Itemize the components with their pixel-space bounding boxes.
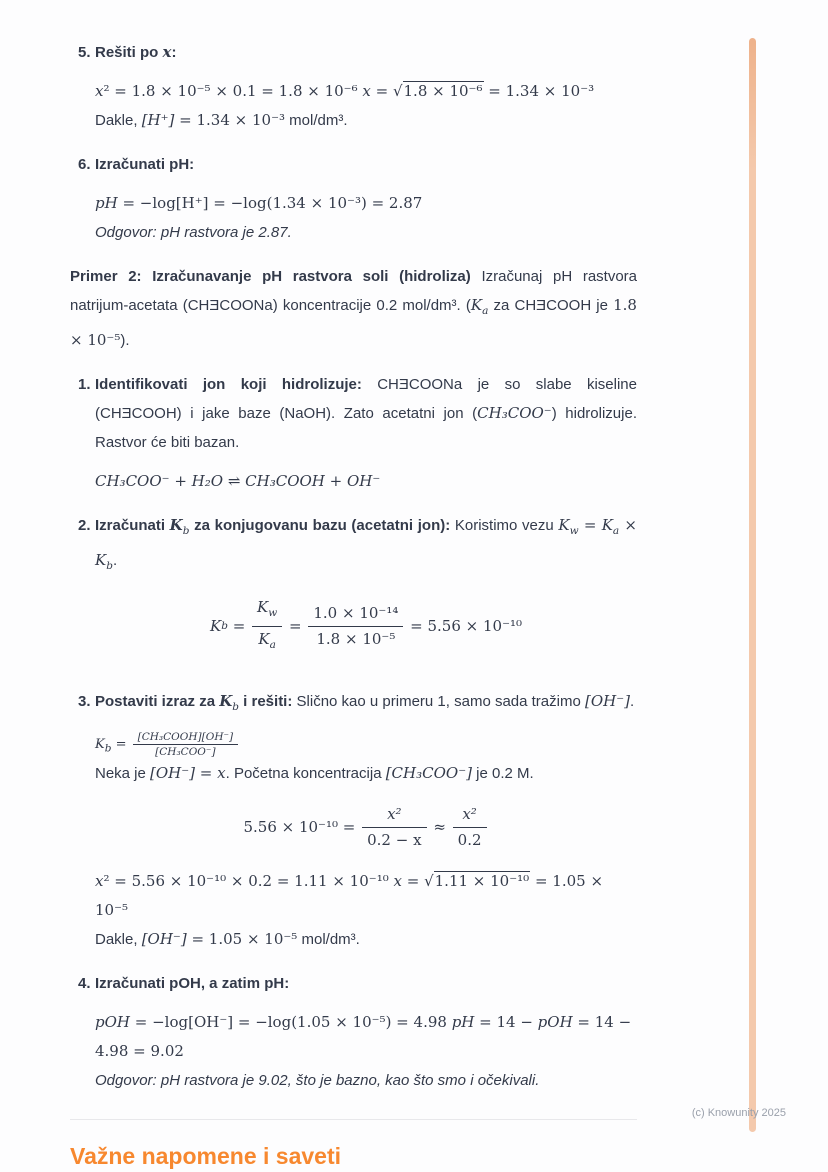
math-var: pH: [451, 1013, 475, 1031]
item-title: za konjugovanu bazu (acetatni jon):: [189, 517, 451, 534]
list-item-3: [70, 687, 637, 954]
centered-equation-kb: [95, 595, 637, 658]
equation-part: = 1.34 × 10⁻³: [483, 82, 595, 100]
math-var: x: [162, 43, 172, 61]
answer-line: Odgovor: pH rastvora je 2.87.: [95, 224, 292, 241]
math-var: x: [362, 82, 371, 100]
sqrt-radicand: 1.8 × 10⁻⁶: [403, 82, 483, 100]
primer-2-paragraph: [70, 262, 637, 355]
math-fraction: [308, 601, 403, 652]
math-operator: ≈: [428, 818, 451, 836]
list-item-4: [70, 969, 637, 1095]
math-subscript: b: [106, 560, 113, 572]
math-var-K: K: [257, 598, 269, 616]
list-number: 6.: [78, 156, 91, 173]
section-heading: Važne napomene i saveti: [70, 1143, 342, 1169]
text-segment: Neka je: [95, 765, 151, 782]
sqrt-sign: √: [392, 82, 403, 100]
fraction-denominator: 1.8 × 10⁻⁵: [308, 626, 403, 652]
math-var: x: [95, 872, 104, 890]
text-segment: mol/dm³.: [285, 112, 348, 129]
math-var-K: K: [219, 692, 233, 710]
equation-part: = −log[OH⁻] = −log(1.05 × 10⁻⁵) = 4.98: [129, 1013, 452, 1031]
item-paragraph: [95, 511, 637, 581]
item-paragraph: [95, 687, 637, 722]
item-title: i rešiti:: [239, 693, 293, 710]
chemical-equation: CH₃COO⁻ + H₂O ⇌ CH₃COOH + OH⁻: [95, 472, 381, 490]
item-paragraph: [95, 370, 637, 457]
sqrt-radicand: 1.11 × 10⁻¹⁰: [434, 872, 530, 890]
math-expression: = 1.05 × 10⁻⁵: [186, 930, 298, 948]
equation-line: [95, 77, 637, 106]
math-var: pH: [95, 194, 118, 212]
equation-part: =: [370, 82, 393, 100]
equation-block: [95, 867, 637, 954]
primer-2-title: Primer 2: Izračunavanje pH rastvora soli (hidroliza): [70, 268, 471, 285]
equation-block: [95, 77, 637, 135]
fraction-denominator: [252, 626, 282, 658]
result-line: [95, 925, 637, 954]
text-segment: .: [629, 693, 635, 710]
math-fraction: [133, 730, 239, 759]
list-number: 4.: [78, 975, 91, 992]
math-var-K: K: [601, 516, 613, 534]
math-var: x: [393, 872, 402, 890]
list-item-1: [70, 370, 637, 496]
equation-part: ² = 1.8 × 10⁻⁵ × 0.1 = 1.8 × 10⁻⁶: [103, 82, 363, 100]
math-value: 5.56 × 10⁻¹⁰: [243, 818, 339, 836]
result-line: [95, 106, 637, 135]
math-subscript: w: [268, 607, 278, 619]
fraction-denominator: 0.2 − x: [362, 827, 426, 853]
list-number: 3.: [78, 693, 91, 710]
text-segment: ).: [120, 332, 130, 349]
page-accent-bar: [749, 38, 756, 1132]
math-var: pOH: [537, 1013, 573, 1031]
sqrt-sign: √: [424, 872, 434, 890]
list-number: 1.: [78, 376, 91, 393]
math-subscript: a: [612, 525, 620, 537]
section-divider: [70, 1119, 637, 1120]
equation-part: ² = 5.56 × 10⁻¹⁰ × 0.2 = 1.11 × 10⁻¹⁰: [103, 872, 394, 890]
math-subscript: b: [221, 620, 228, 632]
answer-line: Odgovor: pH rastvora je 9.02, što je bazno, kao što smo i očekivali.: [95, 1072, 540, 1089]
fraction-denominator: 0.2: [453, 827, 487, 853]
math-subscript: b: [104, 742, 112, 755]
text-segment: . Početna koncentracija: [225, 765, 386, 782]
equation-line: [95, 1008, 637, 1066]
fraction-numerator: [252, 595, 282, 626]
list-number: 5.: [78, 44, 91, 61]
math-var-K: K: [209, 617, 222, 635]
text-segment: .: [112, 552, 118, 569]
math-var-K: K: [95, 551, 107, 569]
step-title: [95, 38, 637, 67]
equation-part: =: [401, 872, 425, 890]
math-expression: [OH⁻]: [141, 930, 187, 948]
math-subscript: w: [569, 525, 579, 537]
math-operator: ×: [619, 516, 637, 534]
kb-expression-small: [95, 730, 637, 759]
equation-line: [95, 189, 637, 218]
math-subscript: a: [269, 639, 276, 651]
math-value: 1.8 × 10⁻⁵: [70, 296, 637, 349]
fraction-numerator: x²: [462, 805, 477, 823]
math-subscript: b: [232, 701, 239, 713]
math-fraction: [252, 595, 282, 658]
step-title-text: Rešiti po: [95, 44, 163, 61]
equation-part: = 14 − 4.98 = 9.02: [95, 1013, 632, 1060]
step-title-colon: :: [171, 44, 177, 61]
equation-part: = 1.05 × 10⁻⁵: [95, 872, 604, 919]
text-segment: za CHƎCOOH je: [488, 297, 614, 314]
text-segment: CHƎCOONa je so slabe kiseline (CHƎCOOH) i jake baze (NaOH). Zato acetatni jon (: [95, 376, 637, 422]
math-expression: [H⁺]: [141, 111, 175, 129]
equation-part: = −log[H⁺] = −log(1.34 × 10⁻³) = 2.87: [117, 194, 423, 212]
watermark: (c) Knowunity 2025: [691, 1107, 786, 1119]
math-expression: [OH⁻]: [584, 692, 630, 710]
equation-block: [95, 1008, 637, 1095]
text-segment: ) hidrolizuje. Rastvor će biti bazan.: [95, 405, 637, 451]
equation-line: [95, 867, 637, 925]
math-var-K: K: [258, 630, 270, 648]
text-segment: Slično kao u primeru 1, samo sada tražimo: [292, 693, 585, 710]
fraction-numerator: [CH₃COOH][OH⁻]: [137, 731, 234, 743]
text-segment: je 0.2 M.: [471, 765, 534, 782]
math-subscript: b: [182, 525, 190, 537]
math-operator: =: [111, 736, 131, 752]
fraction-denominator: [CH₃COO⁻]: [133, 744, 239, 759]
fraction-numerator: 1.0 × 10⁻¹⁴: [313, 604, 399, 622]
math-var-K: K: [558, 516, 570, 534]
step-title: Izračunati pH:: [95, 156, 195, 173]
math-expression: = 1.34 × 10⁻³: [174, 111, 286, 129]
math-ion: CH₃COO⁻: [477, 404, 552, 422]
math-var: x: [95, 82, 104, 100]
text-segment: Koristimo vezu: [450, 517, 559, 534]
math-result: = 5.56 × 10⁻¹⁰: [405, 617, 523, 635]
math-operator: =: [338, 818, 361, 836]
content-column: [70, 38, 637, 1172]
math-fraction: [362, 802, 426, 853]
hydrolysis-equation: [95, 467, 637, 496]
math-operator: =: [578, 516, 602, 534]
math-subscript: a: [482, 305, 489, 317]
fraction-numerator: x²: [387, 805, 402, 823]
item-title: Postaviti izraz za: [95, 693, 220, 710]
list-item-step-6: [70, 150, 637, 247]
equation-part: = 14 −: [474, 1013, 538, 1031]
list-item-2: [70, 511, 637, 672]
centered-equation-x: [95, 802, 637, 853]
text-segment: Izračunaj pH rastvora natrijum-acetata (CHƎCOONa) koncentracije 0.2 mol/dm³. (: [70, 268, 638, 314]
math-expression: [OH⁻] = x: [150, 764, 226, 782]
item-title: Izračunati: [95, 517, 170, 534]
text-segment: Dakle,: [95, 112, 142, 129]
math-operator: =: [284, 617, 307, 635]
item-title: Izračunati pOH, a zatim pH:: [95, 975, 290, 992]
neka-line: [95, 759, 637, 788]
equation-block: [95, 189, 637, 247]
math-var: pOH: [95, 1013, 130, 1031]
text-segment: mol/dm³.: [297, 931, 360, 948]
math-var-K: K: [95, 736, 105, 752]
math-var-K: K: [470, 296, 483, 314]
math-operator: =: [227, 617, 251, 635]
text-segment: Dakle,: [95, 931, 142, 948]
list-item-step-5: [70, 38, 637, 135]
item-title: Identifikovati jon koji hidrolizuje:: [95, 376, 362, 393]
list-number: 2.: [78, 517, 91, 534]
math-fraction: [453, 802, 487, 853]
math-var-K: K: [169, 516, 183, 534]
math-expression: [CH₃COO⁻]: [385, 764, 472, 782]
